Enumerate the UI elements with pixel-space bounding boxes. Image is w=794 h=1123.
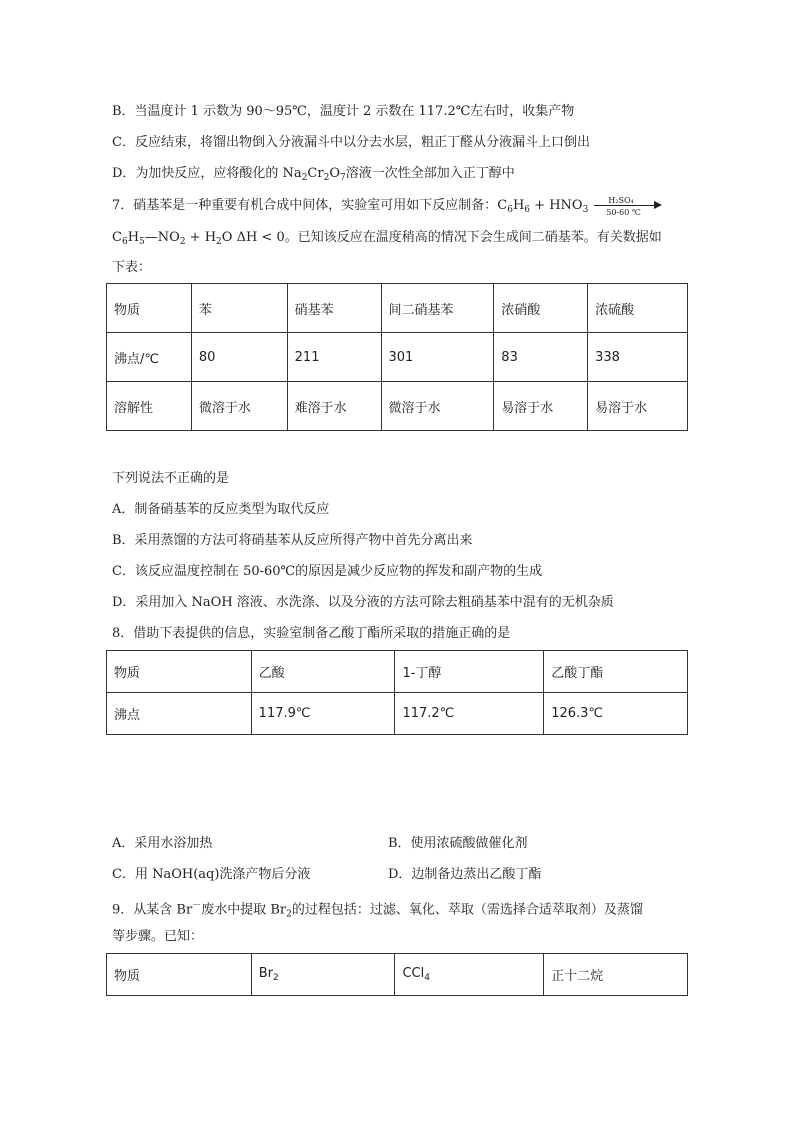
- option-c-previous: C．反应结束，将馏出物倒入分液漏斗中以分去水层，粗正丁醛从分液漏斗上口倒出: [112, 135, 590, 150]
- table-row: [107, 333, 688, 382]
- table-cell: 易溶于水: [494, 382, 588, 431]
- table-cell: 微溶于水: [381, 382, 494, 431]
- table-cell: 浓硝酸: [494, 284, 588, 333]
- table-cell: 物质: [107, 284, 192, 333]
- table-cell: 117.9℃: [251, 693, 395, 735]
- table-cell: 正十二烷: [544, 954, 688, 996]
- table-cell: 间二硝基苯: [381, 284, 494, 333]
- table-cell: $Br_2$: [251, 954, 395, 996]
- q7-option-b: B．采用蒸馏的方法可将硝基苯从反应所得产物中首先分离出来: [112, 533, 473, 548]
- q7-stem: 7．硝基苯是一种重要有机合成中间体，实验室可用如下反应制备：$C_6H_6 + HNO_3$ H₂SO₄ 50-60 ℃: [112, 197, 662, 219]
- q9-stem-continued: 等步骤。已知：: [112, 929, 204, 944]
- table-cell: 211: [287, 333, 381, 382]
- q7-table-intro: 下表：: [112, 260, 152, 275]
- table-cell: 物质: [107, 954, 252, 996]
- table-cell: 难溶于水: [287, 382, 381, 431]
- q7-option-c: C．该反应温度控制在 50-60℃的原因是减少反应物的挥发和副产物的生成: [112, 564, 543, 579]
- table-cell: 338: [588, 333, 688, 382]
- q8-stem: 8．借助下表提供的信息，实验室制备乙酸丁酯所采取的措施正确的是: [112, 626, 511, 641]
- table-cell: 微溶于水: [191, 382, 287, 431]
- q7-option-d: D．采用加入 NaOH 溶液、水洗涤、以及分液的方法可除去粗硝基苯中混有的无机杂质: [112, 595, 614, 610]
- q8-option-d: D．边制备边蒸出乙酸丁酯: [388, 867, 542, 882]
- table-cell: 80: [191, 333, 287, 382]
- reaction-arrow: H₂SO₄ 50-60 ℃: [594, 197, 662, 215]
- q7-question: 下列说法不正确的是: [112, 471, 230, 486]
- q7-option-a: A．制备硝基苯的反应类型为取代反应: [112, 502, 330, 517]
- table-cell: 浓硫酸: [588, 284, 688, 333]
- table-cell: 硝基苯: [287, 284, 381, 333]
- q8-option-b: B．使用浓硫酸做催化剂: [388, 836, 528, 851]
- table-cell: 沸点/℃: [107, 333, 192, 382]
- table-cell: 乙酸: [251, 651, 395, 693]
- q8-option-c: C．用 NaOH(aq)洗涤产物后分液: [112, 867, 311, 882]
- table-row: [107, 284, 688, 333]
- q7-data-table: [106, 283, 688, 431]
- table-cell: 苯: [191, 284, 287, 333]
- table-cell: 301: [381, 333, 494, 382]
- table-row: [107, 651, 688, 693]
- table-cell: 1-丁醇: [395, 651, 544, 693]
- q8-option-a: A．采用水浴加热: [112, 836, 213, 851]
- table-cell: 易溶于水: [588, 382, 688, 431]
- table-cell: CCl$_4$: [395, 954, 544, 996]
- table-cell: 物质: [107, 651, 252, 693]
- table-row: [107, 382, 688, 431]
- option-b-previous: B．当温度计 1 示数为 90～95℃，温度计 2 示数在 117.2℃左右时，收集产物: [112, 104, 575, 119]
- table-row: [107, 954, 688, 996]
- q7-equation-line: $C_6H_5—NO_2 + H_2O$ ΔH < 0。已知该反应在温度稍高的情况下会生成间二硝基苯。有关数据如: [112, 230, 662, 247]
- table-cell: 83: [494, 333, 588, 382]
- q9-data-table: [106, 953, 688, 996]
- table-cell: 乙酸丁酯: [544, 651, 688, 693]
- table-cell: 溶解性: [107, 382, 192, 431]
- table-cell: 117.2℃: [395, 693, 544, 735]
- option-d-previous: D．为加快反应，应将酸化的 $Na_2Cr_2O_7$溶液一次性全部加入正丁醇中: [112, 166, 515, 183]
- q9-stem: 9．从某含 Br－废水中提取 $Br_2$的过程包括：过滤、氧化、萃取（需选择合适萃取剂）及蒸馏: [112, 901, 643, 920]
- q8-data-table: [106, 650, 688, 735]
- table-cell: 沸点: [107, 693, 252, 735]
- table-cell: 126.3℃: [544, 693, 688, 735]
- table-row: [107, 693, 688, 735]
